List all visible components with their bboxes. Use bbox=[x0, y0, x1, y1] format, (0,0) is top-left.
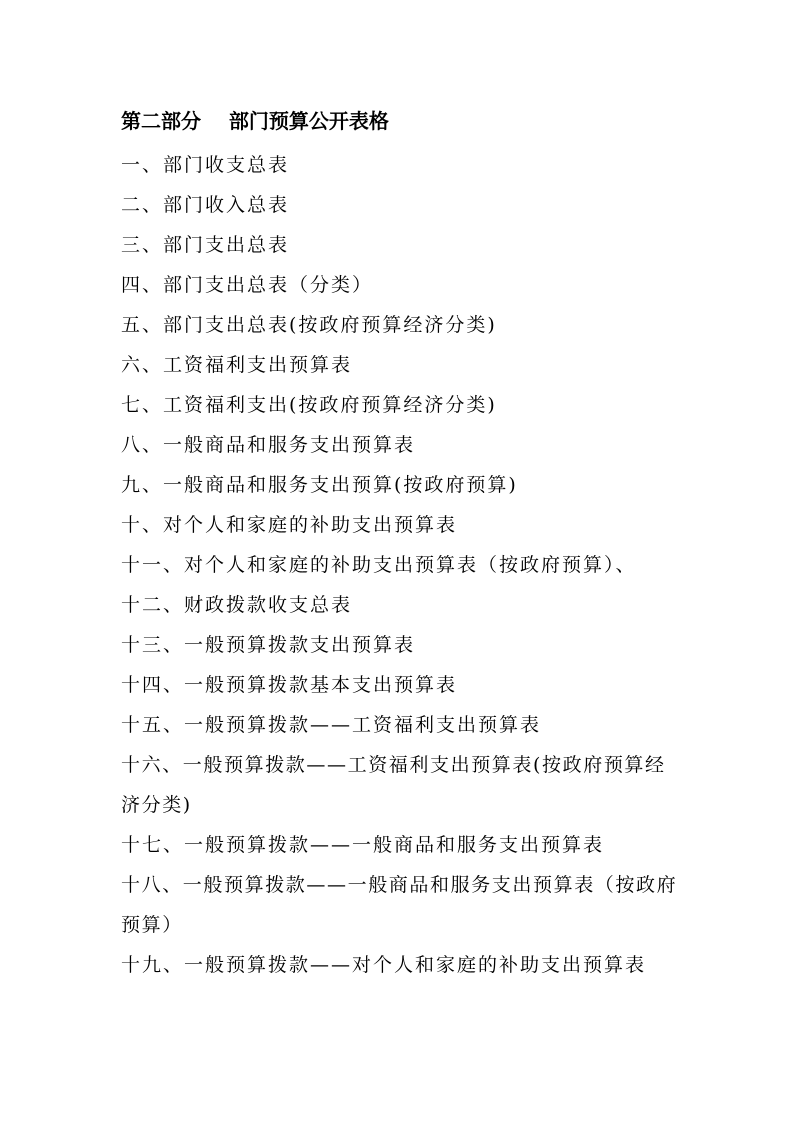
list-item: 一、部门收支总表 bbox=[121, 154, 290, 176]
list-item: 四、部门支出总表（分类） bbox=[121, 274, 374, 296]
list-item: 五、部门支出总表(按政府预算经济分类) bbox=[121, 314, 497, 336]
list-item: 十四、一般预算拨款基本支出预算表 bbox=[121, 674, 458, 696]
list-item: 十、对个人和家庭的补助支出预算表 bbox=[121, 514, 458, 536]
list-item: 十八、一般预算拨款——一般商品和服务支出预算表（按政府预算） bbox=[121, 874, 678, 936]
table-list bbox=[121, 145, 681, 985]
list-item: 三、部门支出总表 bbox=[121, 234, 290, 256]
list-item: 二、部门收入总表 bbox=[121, 194, 290, 216]
list-item: 八、一般商品和服务支出预算表 bbox=[121, 434, 416, 456]
list-item: 七、工资福利支出(按政府预算经济分类) bbox=[121, 394, 497, 416]
list-item: 十六、一般预算拨款——工资福利支出预算表(按政府预算经济分类) bbox=[121, 754, 666, 816]
list-item: 九、一般商品和服务支出预算(按政府预算) bbox=[121, 474, 518, 496]
list-item: 十七、一般预算拨款——一般商品和服务支出预算表 bbox=[121, 834, 605, 856]
list-item: 十三、一般预算拨款支出预算表 bbox=[121, 634, 416, 656]
list-item: 十九、一般预算拨款——对个人和家庭的补助支出预算表 bbox=[121, 954, 647, 976]
list-item: 十五、一般预算拨款——工资福利支出预算表 bbox=[121, 714, 542, 736]
list-item: 六、工资福利支出预算表 bbox=[121, 354, 353, 376]
list-item: 十二、财政拨款收支总表 bbox=[121, 594, 353, 616]
section-title: 第二部分 部门预算公开表格 bbox=[121, 109, 389, 133]
list-item: 十一、对个人和家庭的补助支出预算表（按政府预算）、 bbox=[121, 554, 637, 576]
